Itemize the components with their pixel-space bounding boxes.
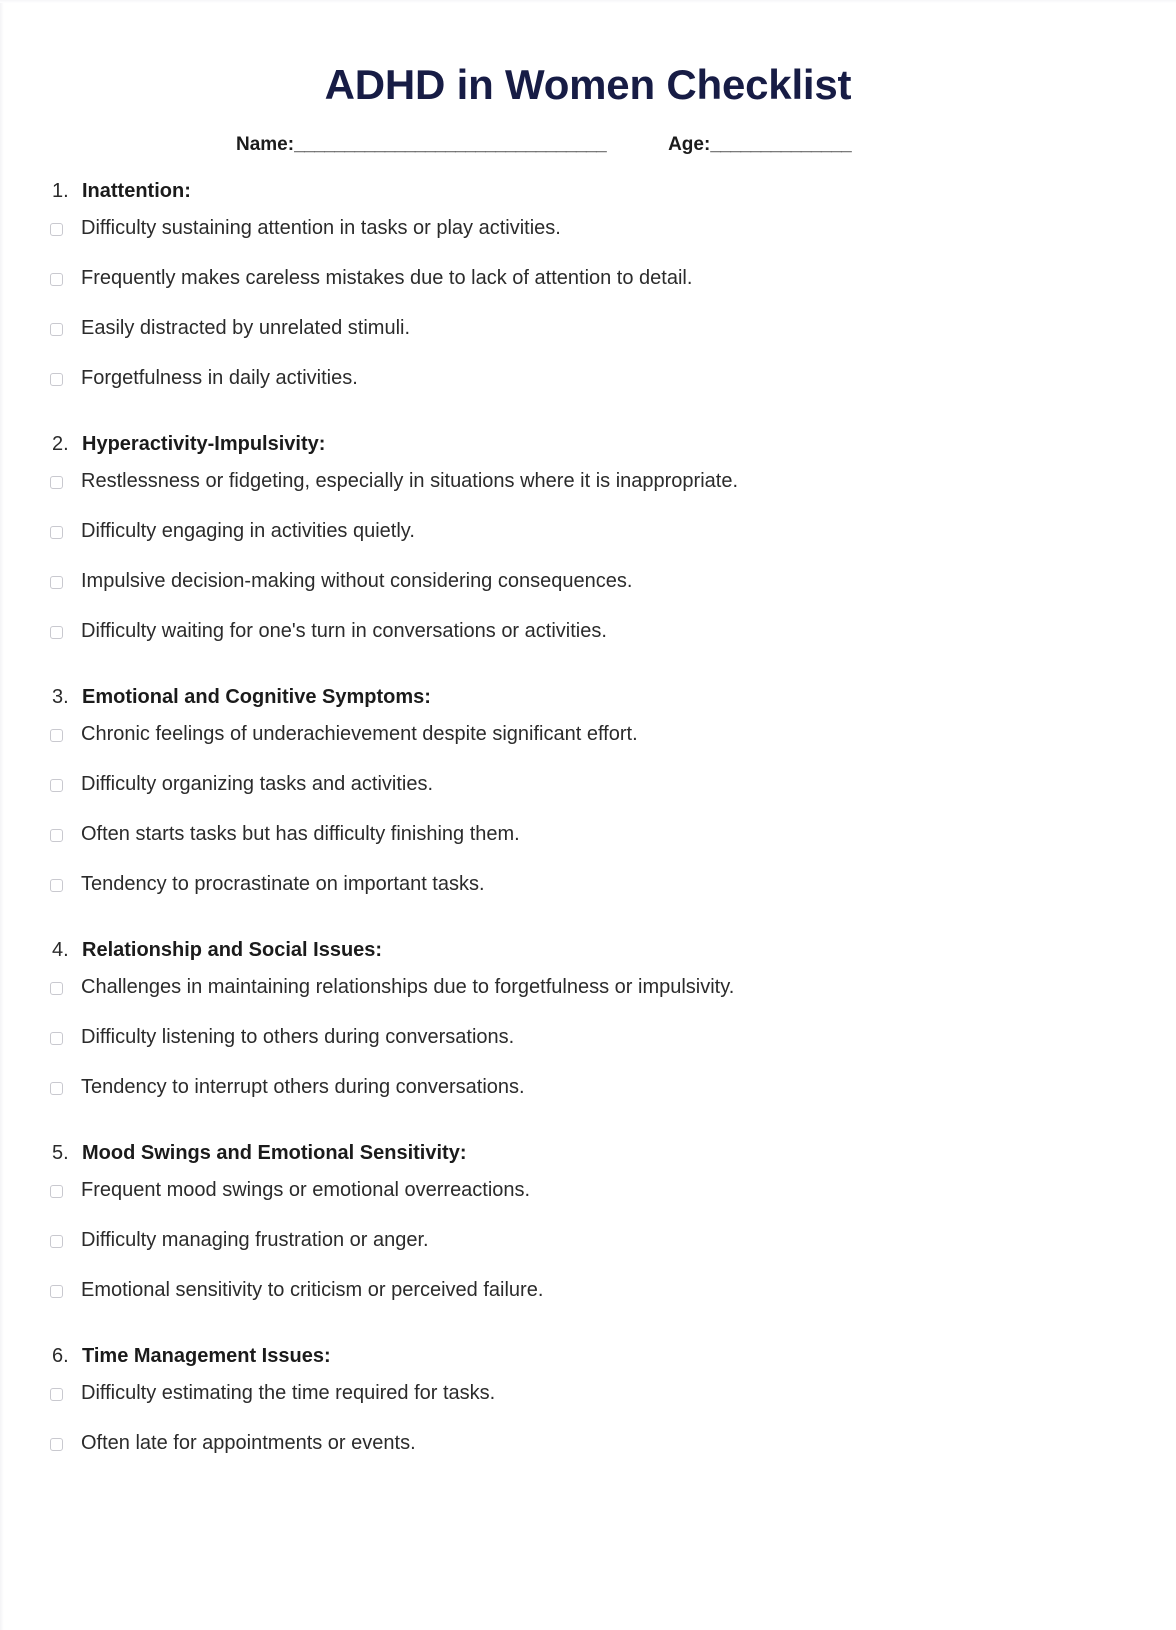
age-label: Age: xyxy=(668,134,711,156)
age-input-line[interactable]: ______________ xyxy=(710,134,852,156)
section-number: 4. xyxy=(52,939,69,962)
section-title: Time Management Issues: xyxy=(82,1345,331,1368)
checklist-item-label: Emotional sensitivity to criticism or perceived failure. xyxy=(81,1279,544,1302)
checklist-item[interactable] xyxy=(0,962,1176,1012)
checkbox-icon[interactable] xyxy=(50,476,63,489)
checklist-section xyxy=(0,1345,1176,1468)
identity-row xyxy=(0,134,1176,156)
checklist-item-label: Restlessness or fidgeting, especially in situations where it is inappropriate. xyxy=(81,470,739,493)
checkbox-icon[interactable] xyxy=(50,323,63,336)
checklist-item-label: Tendency to interrupt others during conversations. xyxy=(81,1076,525,1099)
checklist-item-label: Frequent mood swings or emotional overreactions. xyxy=(81,1179,531,1202)
checklist-item-label: Frequently makes careless mistakes due to lack of attention to detail. xyxy=(81,267,693,290)
checklist-item-label: Difficulty estimating the time required for tasks. xyxy=(81,1382,496,1405)
checklist-item[interactable] xyxy=(0,1215,1176,1265)
checklist-item-label: Difficulty waiting for one's turn in conversations or activities. xyxy=(81,620,607,643)
checklist xyxy=(0,180,1176,1468)
checkbox-icon[interactable] xyxy=(50,373,63,386)
checkbox-icon[interactable] xyxy=(50,1388,63,1401)
checklist-section xyxy=(0,939,1176,1112)
section-heading xyxy=(0,1345,1176,1368)
checklist-item[interactable] xyxy=(0,506,1176,556)
checkbox-icon[interactable] xyxy=(50,576,63,589)
section-title: Relationship and Social Issues: xyxy=(82,939,383,962)
checklist-item[interactable] xyxy=(0,203,1176,253)
section-heading xyxy=(0,1142,1176,1165)
checkbox-icon[interactable] xyxy=(50,779,63,792)
checkbox-icon[interactable] xyxy=(50,273,63,286)
checkbox-icon[interactable] xyxy=(50,1235,63,1248)
checkbox-icon[interactable] xyxy=(50,1185,63,1198)
checklist-item[interactable] xyxy=(0,1418,1176,1468)
section-number: 6. xyxy=(52,1345,69,1368)
checkbox-icon[interactable] xyxy=(50,1082,63,1095)
checklist-item[interactable] xyxy=(0,709,1176,759)
checkbox-icon[interactable] xyxy=(50,526,63,539)
checklist-item-label: Difficulty sustaining attention in tasks or play activities. xyxy=(81,217,561,240)
checklist-item-label: Difficulty listening to others during conversations. xyxy=(81,1026,515,1049)
checkbox-icon[interactable] xyxy=(50,1438,63,1451)
checklist-item[interactable] xyxy=(0,303,1176,353)
checklist-item[interactable] xyxy=(0,353,1176,403)
section-number: 3. xyxy=(52,686,69,709)
checklist-section xyxy=(0,1142,1176,1315)
checklist-item-label: Impulsive decision-making without considering consequences. xyxy=(81,570,633,593)
checkbox-icon[interactable] xyxy=(50,729,63,742)
checkbox-icon[interactable] xyxy=(50,879,63,892)
section-heading xyxy=(0,180,1176,203)
checklist-item[interactable] xyxy=(0,456,1176,506)
section-title: Inattention: xyxy=(82,180,191,203)
checklist-item-label: Often starts tasks but has difficulty finishing them. xyxy=(81,823,520,846)
checklist-item-label: Easily distracted by unrelated stimuli. xyxy=(81,317,411,340)
checkbox-icon[interactable] xyxy=(50,1032,63,1045)
checklist-item-label: Chronic feelings of underachievement despite significant effort. xyxy=(81,723,638,746)
checklist-item-label: Tendency to procrastinate on important tasks. xyxy=(81,873,485,896)
checklist-item[interactable] xyxy=(0,556,1176,606)
checklist-item[interactable] xyxy=(0,759,1176,809)
name-input-line[interactable]: _______________________________ xyxy=(294,134,607,156)
section-heading xyxy=(0,433,1176,456)
checkbox-icon[interactable] xyxy=(50,982,63,995)
checklist-item[interactable] xyxy=(0,809,1176,859)
checklist-item[interactable] xyxy=(0,1012,1176,1062)
checklist-item[interactable] xyxy=(0,1368,1176,1418)
section-number: 1. xyxy=(52,180,69,203)
checklist-item[interactable] xyxy=(0,1165,1176,1215)
checkbox-icon[interactable] xyxy=(50,626,63,639)
checklist-item[interactable] xyxy=(0,253,1176,303)
checklist-item-label: Forgetfulness in daily activities. xyxy=(81,367,358,390)
section-heading xyxy=(0,686,1176,709)
page-title: ADHD in Women Checklist xyxy=(324,61,852,108)
checklist-section xyxy=(0,433,1176,656)
section-number: 2. xyxy=(52,433,69,456)
checklist-item-label: Often late for appointments or events. xyxy=(81,1432,416,1455)
checkbox-icon[interactable] xyxy=(50,1285,63,1298)
checklist-item[interactable] xyxy=(0,1265,1176,1315)
checkbox-icon[interactable] xyxy=(50,223,63,236)
checklist-item-label: Difficulty engaging in activities quietly. xyxy=(81,520,415,543)
section-title: Hyperactivity-Impulsivity: xyxy=(82,433,326,456)
checklist-item[interactable] xyxy=(0,1062,1176,1112)
checklist-item[interactable] xyxy=(0,606,1176,656)
checkbox-icon[interactable] xyxy=(50,829,63,842)
section-number: 5. xyxy=(52,1142,69,1165)
name-label: Name: xyxy=(236,134,295,156)
checklist-section xyxy=(0,180,1176,403)
checklist-item-label: Difficulty managing frustration or anger. xyxy=(81,1229,429,1252)
section-title: Emotional and Cognitive Symptoms: xyxy=(82,686,431,709)
section-title: Mood Swings and Emotional Sensitivity: xyxy=(82,1142,467,1165)
checklist-section xyxy=(0,686,1176,909)
section-heading xyxy=(0,939,1176,962)
checklist-item-label: Challenges in maintaining relationships due to forgetfulness or impulsivity. xyxy=(81,976,735,999)
checklist-item[interactable] xyxy=(0,859,1176,909)
checklist-item-label: Difficulty organizing tasks and activities. xyxy=(81,773,434,796)
